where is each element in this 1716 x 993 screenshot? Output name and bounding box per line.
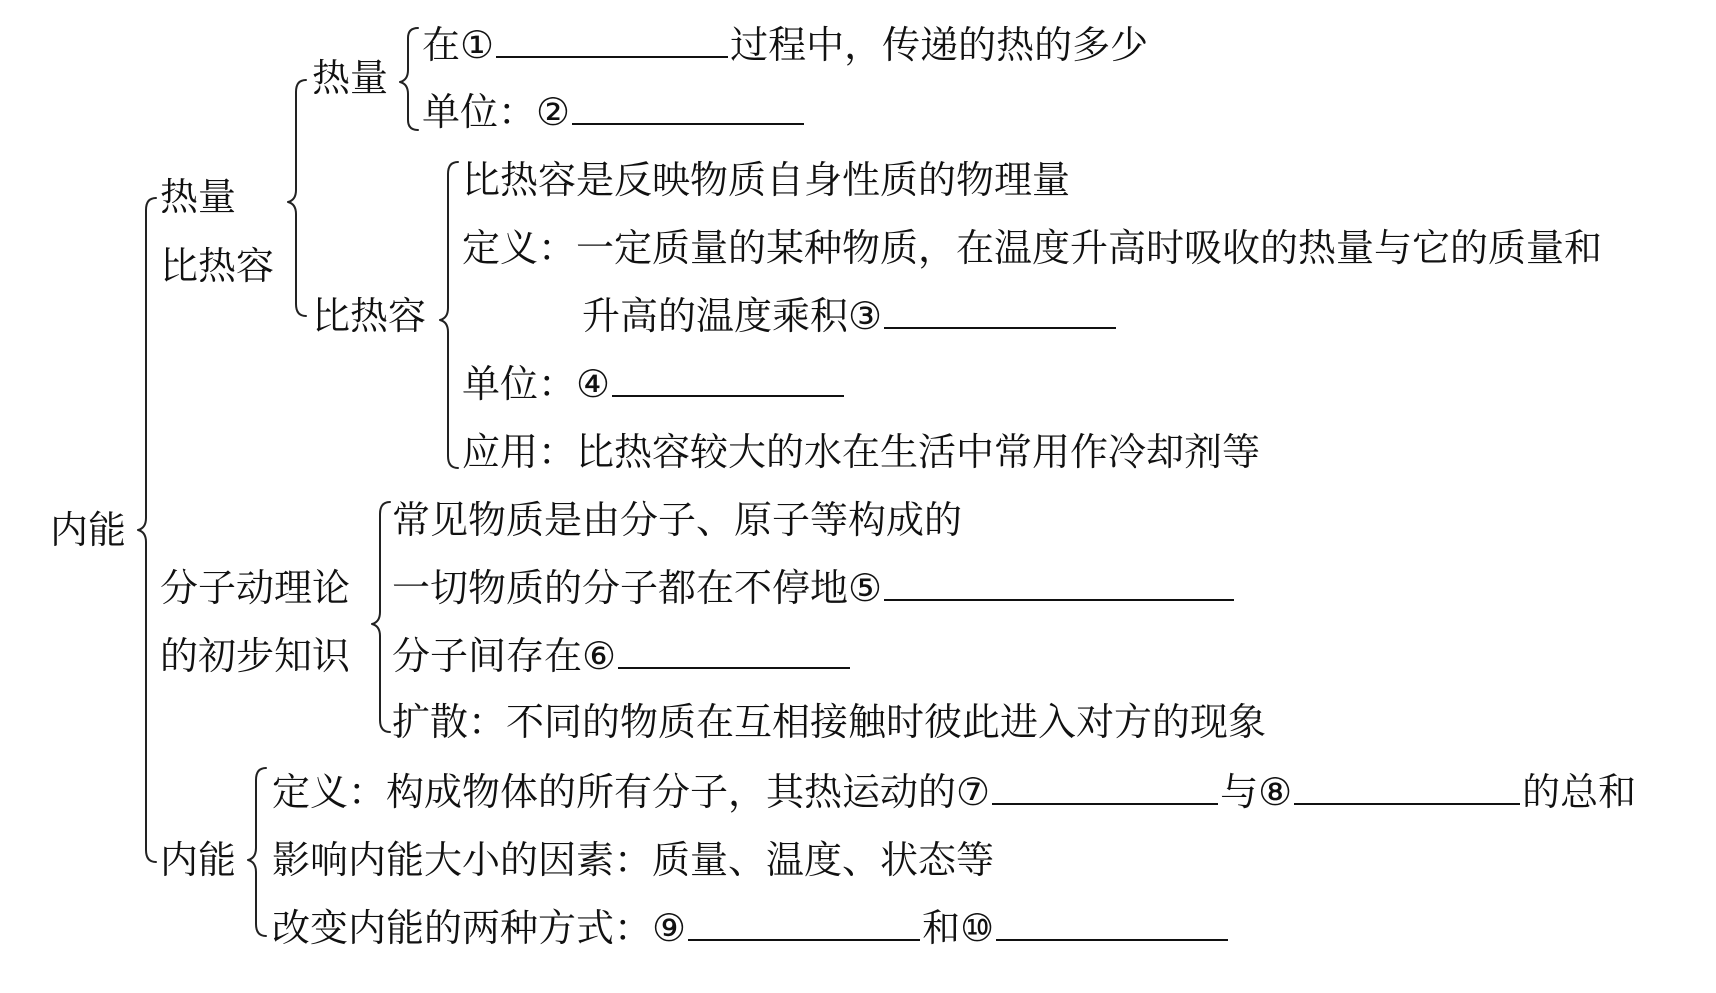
heat-definition xyxy=(422,22,1148,68)
internal-energy-definition xyxy=(272,769,1636,815)
brace-heat-capacity xyxy=(288,80,306,316)
ie-def-part3: 的总和 xyxy=(1522,770,1637,814)
heat-label: 热量 xyxy=(312,56,389,100)
specific-heat-def-line2 xyxy=(582,293,1118,339)
brace-molecular xyxy=(372,502,390,732)
molecular-item-3-text: 分子间存在⑥ xyxy=(392,634,617,678)
blank-2[interactable] xyxy=(572,93,804,125)
heat-capacity-label-line2: 比热容 xyxy=(160,244,275,288)
root-label: 内能 xyxy=(50,508,127,552)
brace-root xyxy=(138,198,156,862)
blank-5[interactable] xyxy=(884,569,1234,601)
blank-9[interactable] xyxy=(688,909,920,941)
blank-10[interactable] xyxy=(996,909,1228,941)
blank-8[interactable] xyxy=(1294,773,1520,805)
molecular-label-line2: 的初步知识 xyxy=(160,634,351,678)
heat-unit-text: 单位：② xyxy=(422,90,571,134)
molecular-label-line1: 分子动理论 xyxy=(160,566,351,610)
internal-energy-ways xyxy=(272,905,1230,951)
molecular-item-1: 常见物质是由分子、原子等构成的 xyxy=(392,498,963,542)
internal-energy-label: 内能 xyxy=(160,838,237,882)
specific-heat-desc: 比热容是反映物质自身性质的物理量 xyxy=(462,158,1071,202)
molecular-item-3 xyxy=(392,633,852,679)
heat-def-prefix: 在① xyxy=(422,23,495,67)
specific-heat-unit-text: 单位：④ xyxy=(462,362,611,406)
molecular-item-4: 扩散：不同的物质在互相接触时彼此进入对方的现象 xyxy=(392,700,1267,744)
heat-unit xyxy=(422,89,806,135)
blank-4[interactable] xyxy=(612,365,844,397)
ie-def-part2: 与⑧ xyxy=(1220,770,1293,814)
brace-internal-energy xyxy=(248,768,266,936)
specific-heat-def-line2-text: 升高的温度乘积③ xyxy=(582,294,883,338)
blank-3[interactable] xyxy=(884,297,1116,329)
internal-energy-factors: 影响内能大小的因素：质量、温度、状态等 xyxy=(272,838,995,882)
heat-def-suffix: 过程中，传递的热的多少 xyxy=(730,23,1149,67)
ie-ways-part1: 改变内能的两种方式：⑨ xyxy=(272,906,687,950)
heat-capacity-label-line1: 热量 xyxy=(160,175,237,219)
ie-def-part1: 定义：构成物体的所有分子，其热运动的⑦ xyxy=(272,770,991,814)
brace-heat xyxy=(400,28,418,130)
specific-heat-unit xyxy=(462,361,846,407)
specific-heat-def-line1: 定义：一定质量的某种物质，在温度升高时吸收的热量与它的质量和 xyxy=(462,226,1603,270)
specific-heat-application: 应用：比热容较大的水在生活中常用作冷却剂等 xyxy=(462,430,1261,474)
blank-6[interactable] xyxy=(618,637,850,669)
specific-heat-label: 比热容 xyxy=(312,294,427,338)
molecular-item-2 xyxy=(392,565,1236,611)
brace-specific-heat xyxy=(440,162,458,468)
blank-1[interactable] xyxy=(496,26,728,58)
ie-ways-part2: 和⑩ xyxy=(922,906,995,950)
molecular-item-2-text: 一切物质的分子都在不停地⑤ xyxy=(392,566,883,610)
blank-7[interactable] xyxy=(992,773,1218,805)
